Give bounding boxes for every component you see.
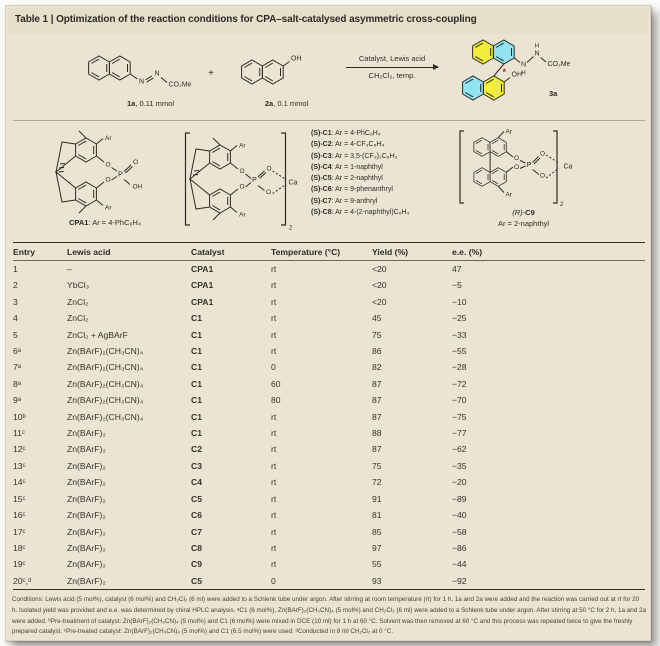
table-row [13, 376, 645, 392]
cell-yield: 88 [372, 428, 382, 439]
cell-catalyst: C7 [191, 526, 202, 537]
ester-group-label: CO₂Me [547, 61, 571, 68]
cell-ee: −28 [452, 362, 467, 373]
plus-sign: + [208, 68, 214, 79]
cell-temperature: 80 [271, 395, 281, 406]
cell-catalyst: C1 [191, 346, 202, 357]
ester-group-label: CO₂Me [168, 81, 192, 89]
cell-catalyst: C5 [191, 573, 271, 590]
cell-catalyst: CPA1 [191, 280, 214, 291]
paper-table-card [5, 5, 651, 641]
cell-catalyst: C1 [191, 395, 202, 406]
c9-label [456, 208, 591, 217]
cell-entry: 19ᶜ [13, 559, 26, 570]
table-row [13, 573, 645, 590]
atom-o-icon: O [105, 176, 111, 184]
cell-entry: 17ᶜ [13, 526, 26, 537]
scheme-divider [13, 120, 645, 121]
cell-lewis-acid: ZnCl₂ [67, 313, 89, 324]
cell-ee: −10 [452, 296, 467, 307]
cell-ee: −35 [452, 460, 467, 471]
table-row [13, 556, 645, 572]
table-title: Table 1 | Optimization of the reaction conditions for CPA–salt-catalysed asymmetric cross-coupling [15, 14, 477, 25]
c9-prefix: (R)- [512, 208, 526, 217]
cell-entry: 14ᶜ [13, 477, 26, 488]
cell-lewis-acid: – [67, 264, 72, 274]
cell-catalyst: C1 [191, 428, 202, 439]
cell-catalyst: CPA1 [191, 264, 214, 274]
cell-entry: 3 [13, 296, 18, 307]
table-row [13, 474, 645, 490]
arrow-conditions-below: CH₂Cl₂, temp. [368, 71, 416, 80]
cell-catalyst: C4 [191, 477, 202, 488]
table-row [13, 491, 645, 507]
cell-catalyst: C1 [191, 313, 202, 324]
cell-catalyst: C5 [191, 493, 202, 504]
cpa1-structure [30, 128, 180, 218]
table-row [13, 343, 645, 359]
table-row [13, 392, 645, 408]
catalyst-definition: (S)-C4: Ar = 1-naphthyl [311, 163, 383, 171]
cpa1-def: : Ar = 4-PhC₆H₄ [88, 218, 141, 227]
catalyst-definition: (S)-C1: Ar = 4-PhC₆H₄ [311, 130, 381, 137]
cell-lewis-acid: Zn(BArF)₂(CH₃CN)₄ [67, 346, 144, 357]
cell-temperature: rt [271, 411, 277, 422]
ring-highlights [463, 40, 515, 100]
atom-o-icon: O [539, 150, 546, 158]
cell-yield: 93 [372, 573, 452, 590]
cell-lewis-acid: Zn(BArF)₂ [67, 573, 191, 590]
product-3a-id: 3a [549, 89, 558, 98]
cell-entry: 16ᶜ [13, 510, 26, 521]
cell-lewis-acid: Zn(BArF)₂(CH₃CN)₄ [67, 378, 144, 389]
cell-yield: <20 [372, 296, 387, 307]
cell-lewis-acid: Zn(BArF)₂(CH₃CN)₄ [67, 395, 144, 406]
cell-yield: 45 [372, 313, 382, 324]
atom-h-icon: H [521, 70, 526, 77]
cell-ee: −70 [452, 395, 467, 406]
atom-n-icon: N [520, 61, 527, 69]
table-row [13, 310, 645, 326]
bracket-subscript: 2 [560, 202, 564, 207]
cell-catalyst: C1 [191, 362, 202, 373]
atom-p-icon: P [117, 169, 124, 179]
cell-lewis-acid: Zn(BArF)₂ [67, 542, 106, 553]
atom-o-icon: O [132, 159, 139, 166]
cell-entry: 12ᶜ [13, 444, 26, 455]
column-header-temperature: Temperature (°C) [271, 243, 372, 261]
aryl-label: Ar [239, 211, 246, 219]
cell-yield: 85 [372, 526, 382, 537]
cell-yield: 82 [372, 362, 382, 373]
atom-h-icon: H [534, 43, 540, 50]
cell-temperature: 0 [271, 362, 276, 373]
cell-yield: 55 [372, 559, 382, 570]
cell-yield: 81 [372, 510, 382, 521]
atom-o-icon: O [513, 164, 520, 171]
aryl-label: Ar [505, 191, 512, 199]
cell-lewis-acid: Zn(BArF)₂ [67, 510, 106, 521]
cell-yield: <20 [372, 280, 387, 291]
cell-catalyst: C3 [191, 460, 202, 471]
table-row [13, 441, 645, 457]
cell-temperature: rt [271, 493, 277, 504]
cell-ee: −77 [452, 428, 467, 439]
cell-entry: 4 [13, 313, 18, 324]
cell-catalyst: C1 [191, 378, 202, 389]
hydroxyl-label: OH [291, 55, 302, 63]
cell-yield: 91 [372, 493, 382, 504]
cell-entry: 7ᵃ [13, 362, 21, 373]
cell-ee: −86 [452, 542, 467, 553]
cell-lewis-acid: Zn(BArF)₂ [67, 493, 106, 504]
table-row [13, 524, 645, 540]
cell-ee: −44 [452, 559, 467, 570]
cell-lewis-acid: Zn(BArF)₂(CH₃CN)₄ [67, 411, 144, 422]
table-row [13, 409, 645, 425]
cell-entry: 8ᵃ [13, 378, 21, 389]
cell-yield: 75 [372, 460, 382, 471]
cell-temperature: rt [271, 346, 277, 357]
table-row [13, 540, 645, 556]
table-row [13, 507, 645, 523]
naphthalene-rings [89, 56, 167, 83]
column-header-ee: e.e. (%) [452, 243, 645, 261]
catalyst-definition: (S)-C5: Ar = 2-naphthyl [311, 175, 383, 183]
hydroxyl-label: OH [511, 71, 522, 79]
cell-temperature: 0 [271, 573, 372, 590]
catalyst-definition: (S)-C2: Ar = 4-CF₃C₆H₄ [311, 141, 385, 149]
atom-n-icon: N [154, 70, 160, 78]
atom-o-icon: O [105, 161, 111, 169]
cell-entry: 13ᶜ [13, 460, 26, 471]
atom-n-icon: N [534, 50, 540, 58]
c9-name: C9 [525, 208, 535, 217]
catalyst-definition: (S)-C8: Ar = 4-(2-naphthyl)C₆H₄ [311, 209, 410, 217]
cell-entry: 2 [13, 280, 18, 291]
cell-catalyst: C1 [191, 329, 202, 340]
cell-catalyst: C2 [191, 444, 202, 455]
column-header-lewis-acid: Lewis acid [67, 243, 191, 261]
cell-lewis-acid: YbCl₃ [67, 280, 90, 291]
cell-lewis-acid: Zn(BArF)₂ [67, 526, 106, 537]
cell-entry: 11ᶜ [13, 428, 25, 439]
cell-temperature: rt [271, 428, 277, 439]
cell-temperature: rt [271, 313, 277, 324]
product-3a-structure [439, 36, 594, 116]
cell-entry: 18ᶜ [13, 542, 26, 553]
atom-o-icon: O [265, 189, 272, 196]
spiro-phosphate-skeleton [186, 133, 287, 225]
cell-temperature: rt [271, 526, 277, 537]
cell-yield: 87 [372, 378, 382, 389]
cell-ee: −92 [452, 573, 645, 590]
cell-temperature: rt [271, 559, 277, 570]
calcium-label: Ca [563, 163, 573, 171]
reaction-arrow [344, 54, 440, 80]
arrow-line [346, 67, 438, 68]
c9-aryl-def: Ar = 2-naphthyl [497, 219, 550, 228]
reactant-1a-caption [83, 99, 218, 108]
calcium-phosphate-salt-structure [182, 127, 307, 231]
cpa1-label [30, 218, 180, 227]
aryl-label: Ar [505, 128, 512, 136]
catalyst-definition: (S)-C3: Ar = 3,5-(CF₃)₂C₆H₃ [311, 152, 398, 160]
cell-temperature: rt [271, 477, 277, 488]
cell-ee: −5 [452, 280, 462, 291]
table-row [13, 425, 645, 441]
results-table [13, 242, 645, 590]
cell-ee: −89 [452, 493, 467, 504]
cell-ee: −62 [452, 444, 467, 455]
cell-ee: 47 [452, 264, 462, 274]
reactant-1a-amount: , 0.11 mmol [135, 99, 174, 108]
cell-lewis-acid: Zn(BArF)₂ [67, 559, 106, 570]
table-footnote: Conditions: Lewis acid (5 mol%), catalyst (6 mol%) and CH₂Cl₂ (6 ml) were added to a Schlenk tube under argon. After stirring at room temperature (rt) for 1 h, 1a and 2a were added and the reaction was carried out at rt for 20 h. Isolated yield was provided and e.e. was determined by chiral HPLC analysis. ᵃC1 (6 mol%), Zn(BArF)₂(CH₃CN)₄ (5 mol%) and CH₂Cl₂ (6 ml) were added to a Schlenk tube under argon. After stirring at 50 °C for 2 h, 1a and 2a were added. ᵇPre-treatment of catalyst: Zn(BArF)₂(CH₃CN)₄ (5 mol%) and C1 (6 mol%) were mixed in DCE (10 ml) for 1 h at 60 °C. Solvent was then removed at 60 °C and this process was repeated twice to give the freshly prepared catalyst. ᶜPre-treated catalyst: Zn(BArF)₂(CH₃CN)₄ (5 mol%) and C1 (6.5 mol%) were used. ᵈConducted in 8 ml CH₂Cl₂ at 0 °C. [12, 596, 646, 636]
column-header-yield: Yield (%) [372, 243, 452, 261]
cell-yield: 86 [372, 346, 382, 357]
cell-lewis-acid: ZnCl₂ + AgBArF [67, 329, 128, 340]
cpa1-name: CPA1 [68, 218, 89, 227]
table-row [13, 277, 645, 293]
naphthol-rings [242, 60, 290, 84]
cell-entry: 9ᵃ [13, 395, 21, 406]
atom-n-icon: N [138, 78, 145, 86]
table-row [13, 458, 645, 474]
table-row [13, 294, 645, 310]
cell-yield: 87 [372, 444, 382, 455]
cell-lewis-acid: Zn(BArF)₂ [67, 477, 106, 488]
hydroxyl-label: OH [132, 183, 143, 191]
cell-ee: −75 [452, 411, 467, 422]
reactant-2a-amount: , 0.1 mmol [273, 99, 309, 108]
cell-temperature: rt [271, 444, 277, 455]
bracket-subscript: 2 [289, 225, 293, 231]
cell-yield: 75 [372, 329, 382, 340]
cell-temperature: rt [271, 264, 277, 274]
cell-entry: 15ᶜ [13, 493, 26, 504]
atom-o-icon: O [239, 183, 245, 191]
catalyst-definition: (S)-C6: Ar = 9-phenanthryl [311, 186, 393, 194]
cell-entry: 20ᶜ,ᵈ [13, 573, 67, 590]
cell-temperature: rt [271, 296, 277, 307]
cell-lewis-acid: Zn(BArF)₂(CH₃CN)₄ [67, 362, 144, 373]
reactant-1a-structure [83, 42, 218, 98]
atom-o-icon: O [513, 155, 520, 162]
cell-ee: −25 [452, 313, 467, 324]
stereocenter-star: * [502, 67, 507, 77]
cell-lewis-acid: Zn(BArF)₂ [67, 444, 106, 455]
cell-ee: −40 [452, 510, 467, 521]
cell-ee: −33 [452, 329, 467, 340]
cell-catalyst: C9 [191, 559, 202, 570]
table-header-row [13, 243, 645, 261]
cell-temperature: rt [271, 460, 277, 471]
cell-entry: 5 [13, 329, 18, 340]
arrow-conditions-above: Catalyst, Lewis acid [358, 54, 426, 63]
cell-catalyst: C6 [191, 510, 202, 521]
reactant-2a-id: 2a [264, 99, 274, 108]
table-row [13, 359, 645, 375]
cell-ee: −55 [452, 346, 467, 357]
catalyst-definition: (S)-C7: Ar = 9-anthryl [311, 197, 378, 205]
reactant-2a-structure [234, 42, 339, 98]
cell-temperature: 60 [271, 378, 281, 389]
reactant-1a-id: 1a [127, 99, 136, 108]
atom-o-icon: O [266, 165, 272, 173]
cell-ee: −58 [452, 526, 467, 537]
cell-temperature: rt [271, 329, 277, 340]
cell-entry: 10ᵇ [13, 411, 26, 422]
c9-structure [456, 127, 591, 207]
column-header-entry: Entry [13, 243, 67, 261]
catalyst-series-list [311, 128, 461, 218]
aryl-label: Ar [105, 204, 112, 212]
cell-temperature: rt [271, 510, 277, 521]
cell-ee: −72 [452, 378, 467, 389]
atom-p-icon: P [526, 162, 532, 169]
cell-entry: 1 [13, 264, 18, 274]
cell-catalyst: C8 [191, 542, 202, 553]
cell-temperature: rt [271, 280, 277, 291]
cell-ee: −20 [452, 477, 467, 488]
cell-lewis-acid: Zn(BArF)₂ [67, 460, 106, 471]
cell-yield: <20 [372, 264, 387, 274]
column-header-catalyst: Catalyst [191, 243, 271, 261]
atom-o-icon: O [539, 172, 546, 180]
calcium-label: Ca [288, 179, 298, 187]
atom-p-icon: P [252, 177, 257, 184]
atom-o-icon: O [239, 168, 245, 175]
cell-lewis-acid: Zn(BArF)₂ [67, 428, 106, 439]
table-row [13, 327, 645, 343]
cell-lewis-acid: ZnCl₂ [67, 296, 89, 307]
cell-entry: 6ᵃ [13, 346, 21, 357]
cell-temperature: rt [271, 542, 277, 553]
reactant-2a-caption [234, 99, 339, 108]
cell-yield: 87 [372, 395, 382, 406]
cell-yield: 87 [372, 411, 382, 422]
aryl-label: Ar [239, 142, 246, 150]
table-row [13, 261, 645, 278]
cell-catalyst: C1 [191, 411, 202, 422]
cell-catalyst: CPA1 [191, 296, 214, 307]
cell-yield: 97 [372, 542, 382, 553]
aryl-label: Ar [105, 135, 112, 142]
cell-yield: 72 [372, 477, 382, 488]
